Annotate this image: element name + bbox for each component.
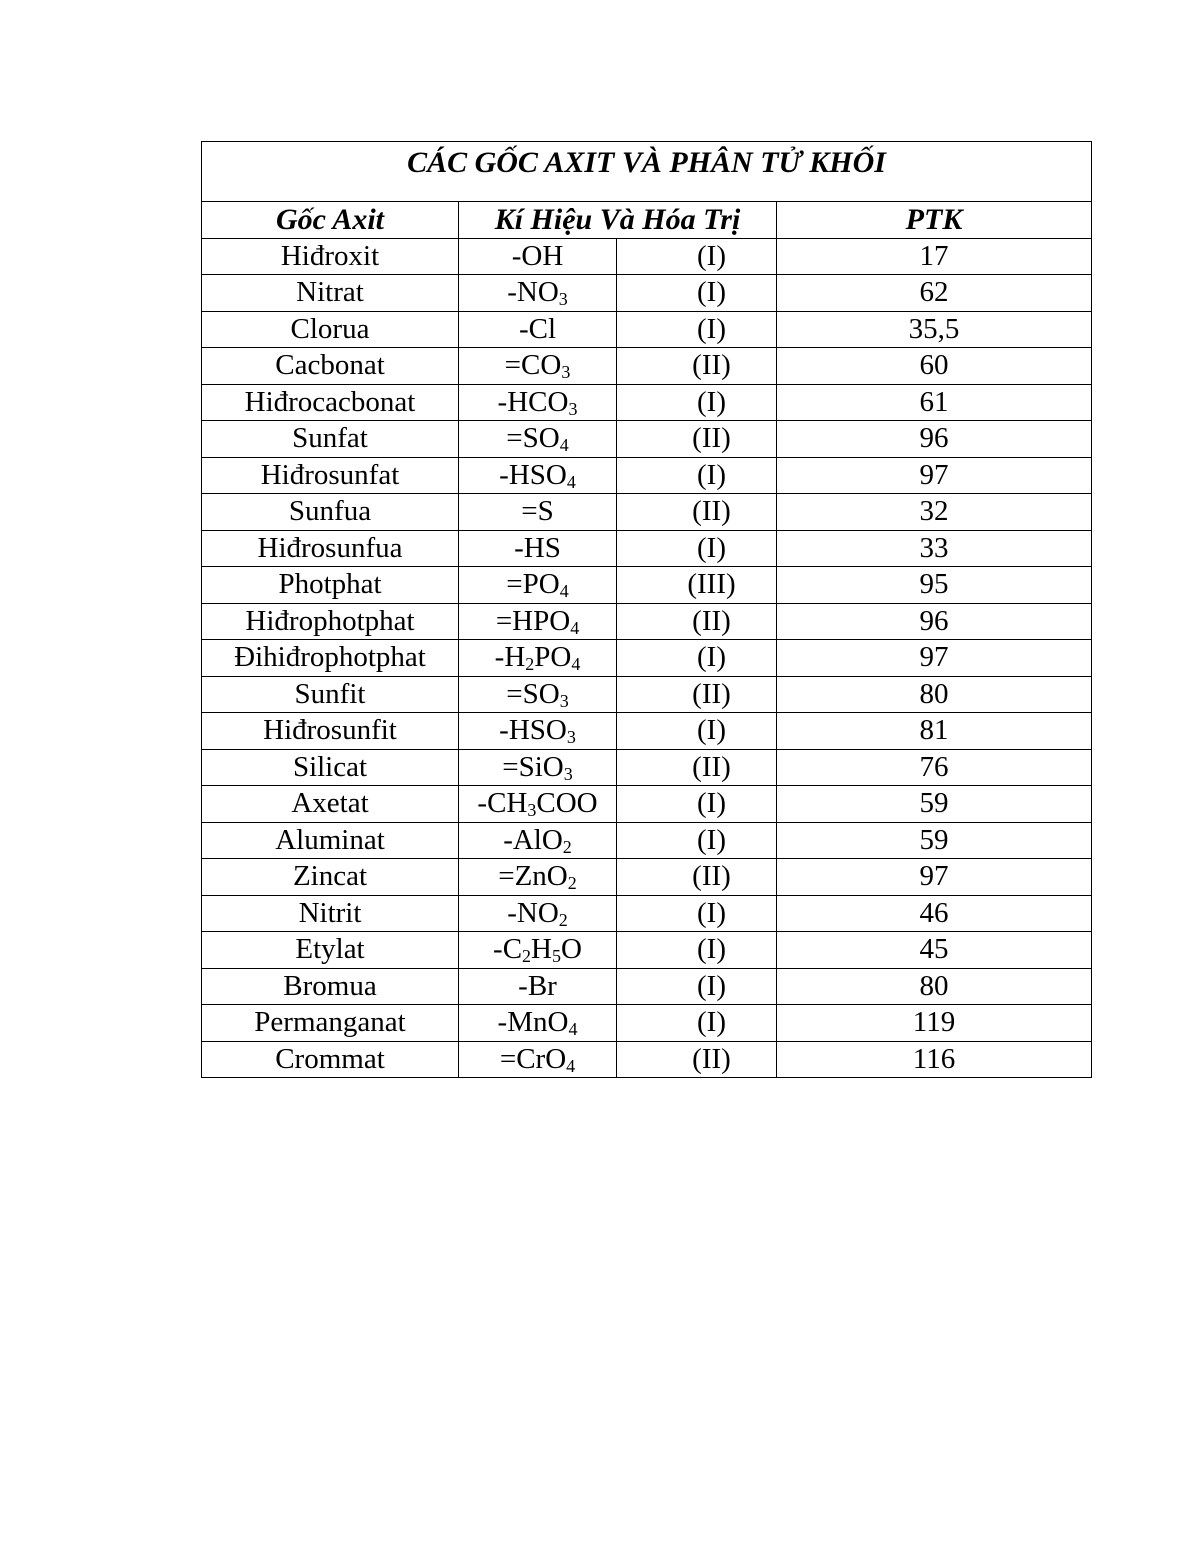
symbol-part: 2	[567, 873, 577, 894]
symbol-part: 4	[570, 617, 580, 638]
symbol-part: -NO	[507, 896, 559, 929]
table-row	[202, 713, 1092, 750]
radical-name: Zincat	[202, 859, 459, 896]
radical-symbol	[459, 457, 617, 494]
radical-name: Sunfit	[202, 676, 459, 713]
symbol-part: COO	[536, 787, 598, 820]
table-row	[202, 1005, 1092, 1042]
radical-name: Hiđrosunfua	[202, 530, 459, 567]
radical-symbol	[459, 640, 617, 677]
table-row	[202, 421, 1092, 458]
table-body	[202, 238, 1092, 1078]
radical-valence: (I)	[617, 1005, 777, 1042]
radical-ptk: 17	[777, 238, 1092, 275]
symbol-part: -NO	[507, 276, 559, 309]
radical-valence: (I)	[617, 275, 777, 312]
radical-ptk: 32	[777, 494, 1092, 531]
radical-symbol	[459, 238, 617, 275]
radical-symbol	[459, 567, 617, 604]
radical-symbol	[459, 786, 617, 823]
radical-valence: (I)	[617, 384, 777, 421]
radical-symbol	[459, 603, 617, 640]
radical-name: Cacbonat	[202, 348, 459, 385]
symbol-part: 4	[559, 581, 569, 602]
symbol-part: 3	[558, 289, 568, 310]
table-row	[202, 1041, 1092, 1078]
radical-ptk: 59	[777, 822, 1092, 859]
radical-name: Crommat	[202, 1041, 459, 1078]
radical-ptk: 46	[777, 895, 1092, 932]
table-row	[202, 275, 1092, 312]
radical-ptk: 96	[777, 421, 1092, 458]
symbol-part: 4	[559, 435, 569, 456]
radical-name: Đihiđrophotphat	[202, 640, 459, 677]
table-row	[202, 238, 1092, 275]
radical-ptk: 61	[777, 384, 1092, 421]
radical-name: Nitrat	[202, 275, 459, 312]
symbol-part: -MnO	[497, 1006, 569, 1039]
symbol-part: 5	[552, 946, 561, 967]
symbol-part: -HS	[514, 531, 561, 564]
radical-valence: (I)	[617, 932, 777, 969]
radical-ptk: 76	[777, 749, 1092, 786]
symbol-part: 4	[571, 654, 581, 675]
symbol-part: 2	[522, 946, 532, 967]
symbol-part: =CO	[504, 349, 562, 382]
symbol-part: =SO	[506, 677, 560, 710]
radical-symbol	[459, 275, 617, 312]
symbol-part: 3	[563, 763, 573, 784]
radical-ptk: 97	[777, 859, 1092, 896]
radical-ptk: 96	[777, 603, 1092, 640]
radical-name: Hiđrocacbonat	[202, 384, 459, 421]
symbol-part: 3	[559, 690, 569, 711]
symbol-part: =CrO	[499, 1042, 567, 1075]
table-row	[202, 530, 1092, 567]
radical-valence: (III)	[617, 567, 777, 604]
radical-name: Etylat	[202, 932, 459, 969]
radical-ptk: 80	[777, 968, 1092, 1005]
symbol-part: PO	[534, 641, 572, 674]
symbol-part: =SO	[506, 422, 560, 455]
radical-name: Hiđroxit	[202, 238, 459, 275]
header-symbol-valence: Kí Hiệu Và Hóa Trị	[459, 202, 777, 239]
table-row	[202, 311, 1092, 348]
radical-ptk: 95	[777, 567, 1092, 604]
table-row	[202, 895, 1092, 932]
radical-valence: (I)	[617, 822, 777, 859]
symbol-part: 4	[566, 471, 576, 492]
radical-name: Axetat	[202, 786, 459, 823]
radical-name: Photphat	[202, 567, 459, 604]
radical-symbol	[459, 1041, 617, 1078]
radical-ptk: 81	[777, 713, 1092, 750]
table-title: CÁC GỐC AXIT VÀ PHÂN TỬ KHỐI	[202, 142, 1092, 202]
symbol-part: O	[561, 933, 582, 966]
radical-name: Sunfua	[202, 494, 459, 531]
symbol-part: H	[531, 933, 552, 966]
radical-symbol	[459, 421, 617, 458]
radical-name: Nitrit	[202, 895, 459, 932]
acid-radicals-table	[201, 141, 1092, 1078]
radical-ptk: 60	[777, 348, 1092, 385]
table-row	[202, 494, 1092, 531]
radical-valence: (I)	[617, 640, 777, 677]
radical-ptk: 97	[777, 640, 1092, 677]
radical-name: Aluminat	[202, 822, 459, 859]
radical-name: Permanganat	[202, 1005, 459, 1042]
table-row	[202, 749, 1092, 786]
symbol-part: 3	[561, 362, 571, 383]
radical-valence: (II)	[617, 421, 777, 458]
radical-name: Hiđrosunfit	[202, 713, 459, 750]
radical-valence: (II)	[617, 676, 777, 713]
table-row	[202, 859, 1092, 896]
radical-valence: (I)	[617, 895, 777, 932]
header-radical: Gốc Axit	[202, 202, 459, 239]
symbol-part: -AlO	[503, 823, 563, 856]
radical-valence: (I)	[617, 968, 777, 1005]
symbol-part: =ZnO	[498, 860, 568, 893]
symbol-part: -HCO	[497, 385, 569, 418]
symbol-part: 3	[566, 727, 576, 748]
radical-ptk: 33	[777, 530, 1092, 567]
radical-symbol	[459, 530, 617, 567]
header-ptk: PTK	[777, 202, 1092, 239]
radical-ptk: 59	[777, 786, 1092, 823]
radical-symbol	[459, 968, 617, 1005]
radical-ptk: 45	[777, 932, 1092, 969]
radical-ptk: 35,5	[777, 311, 1092, 348]
table-row	[202, 603, 1092, 640]
radical-valence: (I)	[617, 238, 777, 275]
radical-valence: (II)	[617, 1041, 777, 1078]
radical-valence: (II)	[617, 348, 777, 385]
symbol-part: -CH	[477, 787, 528, 820]
symbol-part: 3	[527, 800, 537, 821]
radical-symbol	[459, 494, 617, 531]
symbol-part: =HPO	[495, 604, 571, 637]
symbol-part: 3	[568, 398, 578, 419]
table-row	[202, 676, 1092, 713]
symbol-part: -H	[494, 641, 526, 674]
radical-name: Clorua	[202, 311, 459, 348]
radical-symbol	[459, 1005, 617, 1042]
table-row	[202, 567, 1092, 604]
radical-symbol	[459, 384, 617, 421]
symbol-part: -Cl	[518, 312, 557, 345]
symbol-part: -OH	[511, 239, 564, 272]
symbol-part: 2	[558, 909, 568, 930]
radical-name: Hiđrophotphat	[202, 603, 459, 640]
symbol-part: 2	[525, 654, 535, 675]
radical-ptk: 80	[777, 676, 1092, 713]
radical-name: Sunfat	[202, 421, 459, 458]
radical-ptk: 116	[777, 1041, 1092, 1078]
radical-valence: (I)	[617, 713, 777, 750]
symbol-part: =S	[521, 495, 554, 528]
table-row	[202, 384, 1092, 421]
symbol-part: =SiO	[502, 750, 564, 783]
radical-symbol	[459, 859, 617, 896]
table-row	[202, 457, 1092, 494]
radical-symbol	[459, 749, 617, 786]
title-row	[202, 142, 1092, 202]
radical-valence: (I)	[617, 311, 777, 348]
header-row	[202, 202, 1092, 239]
symbol-part: 4	[566, 1055, 576, 1076]
radical-valence: (I)	[617, 786, 777, 823]
radical-valence: (I)	[617, 457, 777, 494]
table-row	[202, 640, 1092, 677]
radical-symbol	[459, 713, 617, 750]
radical-symbol	[459, 822, 617, 859]
radical-valence: (II)	[617, 859, 777, 896]
symbol-part: =PO	[506, 568, 560, 601]
table-row	[202, 932, 1092, 969]
radical-valence: (II)	[617, 603, 777, 640]
radical-valence: (I)	[617, 530, 777, 567]
radical-symbol	[459, 895, 617, 932]
symbol-part: -C	[493, 933, 523, 966]
radical-name: Silicat	[202, 749, 459, 786]
radical-name: Hiđrosunfat	[202, 457, 459, 494]
symbol-part: -Br	[518, 969, 557, 1002]
radical-ptk: 119	[777, 1005, 1092, 1042]
radical-symbol	[459, 676, 617, 713]
table-row	[202, 786, 1092, 823]
symbol-part: -HSO	[499, 458, 567, 491]
symbol-part: -HSO	[499, 714, 567, 747]
table-row	[202, 968, 1092, 1005]
radical-valence: (II)	[617, 494, 777, 531]
radical-symbol	[459, 311, 617, 348]
symbol-part: 4	[568, 1019, 578, 1040]
table-row	[202, 822, 1092, 859]
radical-ptk: 97	[777, 457, 1092, 494]
radical-symbol	[459, 932, 617, 969]
radical-ptk: 62	[777, 275, 1092, 312]
radical-name: Bromua	[202, 968, 459, 1005]
radical-symbol	[459, 348, 617, 385]
symbol-part: 2	[562, 836, 572, 857]
table-row	[202, 348, 1092, 385]
radical-valence: (II)	[617, 749, 777, 786]
